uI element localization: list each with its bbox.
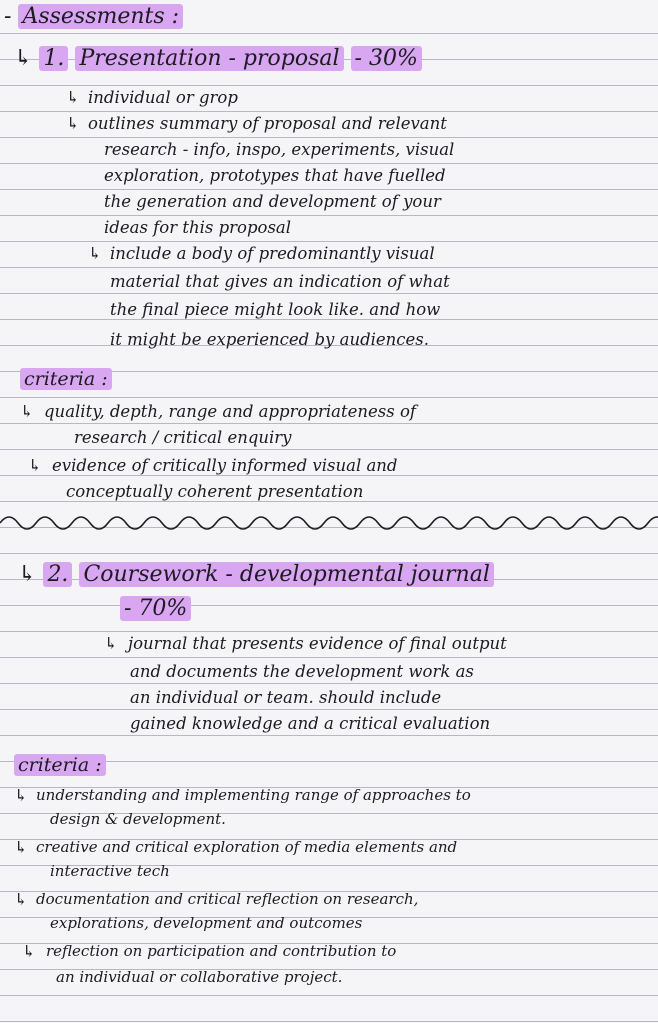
list-item-continued: ideas for this proposal xyxy=(104,218,292,237)
criteria-item: evidence of critically informed visual and xyxy=(52,456,398,475)
criteria-item: understanding and implementing range of approaches to xyxy=(36,786,471,804)
arrow-icon: ↳ xyxy=(14,46,33,71)
arrow-icon: ↳ xyxy=(20,402,34,421)
wavy-divider xyxy=(0,510,658,536)
section1-criteria-label xyxy=(20,370,112,389)
criteria-item: reflection on participation and contribution to xyxy=(46,942,397,960)
arrow-icon: ↳ xyxy=(104,634,118,653)
section2-weight: - 70% xyxy=(120,596,191,621)
criteria-item-continued: design & development. xyxy=(50,810,226,828)
criteria-item: quality, depth, range and appropriateness of xyxy=(44,402,417,421)
list-item-continued: exploration, prototypes that have fuelled xyxy=(104,166,446,185)
arrow-icon: ↳ xyxy=(14,786,28,805)
section2-title: Coursework - developmental journal xyxy=(79,562,493,587)
list-item: journal that presents evidence of final output xyxy=(128,634,507,653)
section2-criteria-label xyxy=(14,756,106,775)
page-title-text: Assessments : xyxy=(18,4,183,29)
arrow-icon: ↳ xyxy=(14,838,28,857)
criteria-item-continued: research / critical enquiry xyxy=(74,428,292,447)
list-item-continued: an individual or team. should include xyxy=(130,688,442,707)
page-title: - Assessments : xyxy=(4,6,183,28)
criteria-item: documentation and critical reflection on research, xyxy=(36,890,419,908)
arrow-icon: ↳ xyxy=(22,942,36,961)
arrow-icon: ↳ xyxy=(18,562,37,587)
section1-number: 1. xyxy=(39,46,68,71)
list-item-continued: and documents the development work as xyxy=(130,662,474,681)
list-item-continued: it might be experienced by audiences. xyxy=(110,330,430,349)
arrow-icon: ↳ xyxy=(66,114,80,133)
list-item: include a body of predominantly visual xyxy=(110,244,435,263)
list-item-continued: research - info, inspo, experiments, visual xyxy=(104,140,455,159)
list-item: individual or grop xyxy=(88,88,238,107)
section1-title: Presentation - proposal xyxy=(75,46,343,71)
arrow-icon: ↳ xyxy=(28,456,42,475)
list-item-continued: the final piece might look like. and how xyxy=(110,300,441,319)
section2-heading xyxy=(18,564,494,586)
section2-weight-line xyxy=(120,598,191,620)
arrow-icon: ↳ xyxy=(14,890,28,909)
criteria-label-text: criteria : xyxy=(14,754,106,776)
criteria-item-continued: explorations, development and outcomes xyxy=(50,914,363,932)
list-item-continued: gained knowledge and a critical evaluation xyxy=(130,714,491,733)
section2-number: 2. xyxy=(43,562,72,587)
criteria-item: creative and critical exploration of media elements and xyxy=(36,838,458,856)
list-item-continued: the generation and development of your xyxy=(104,192,441,211)
criteria-item-continued: conceptually coherent presentation xyxy=(66,482,364,501)
arrow-icon: ↳ xyxy=(88,244,102,263)
criteria-item-continued: an individual or collaborative project. xyxy=(56,968,343,986)
list-item-continued: material that gives an indication of what xyxy=(110,272,450,291)
criteria-label-text: criteria : xyxy=(20,368,112,390)
section1-heading xyxy=(14,48,422,70)
arrow-icon: ↳ xyxy=(66,88,80,107)
list-item: outlines summary of proposal and relevant xyxy=(88,114,447,133)
criteria-item-continued: interactive tech xyxy=(50,862,170,880)
section1-weight: - 30% xyxy=(351,46,422,71)
